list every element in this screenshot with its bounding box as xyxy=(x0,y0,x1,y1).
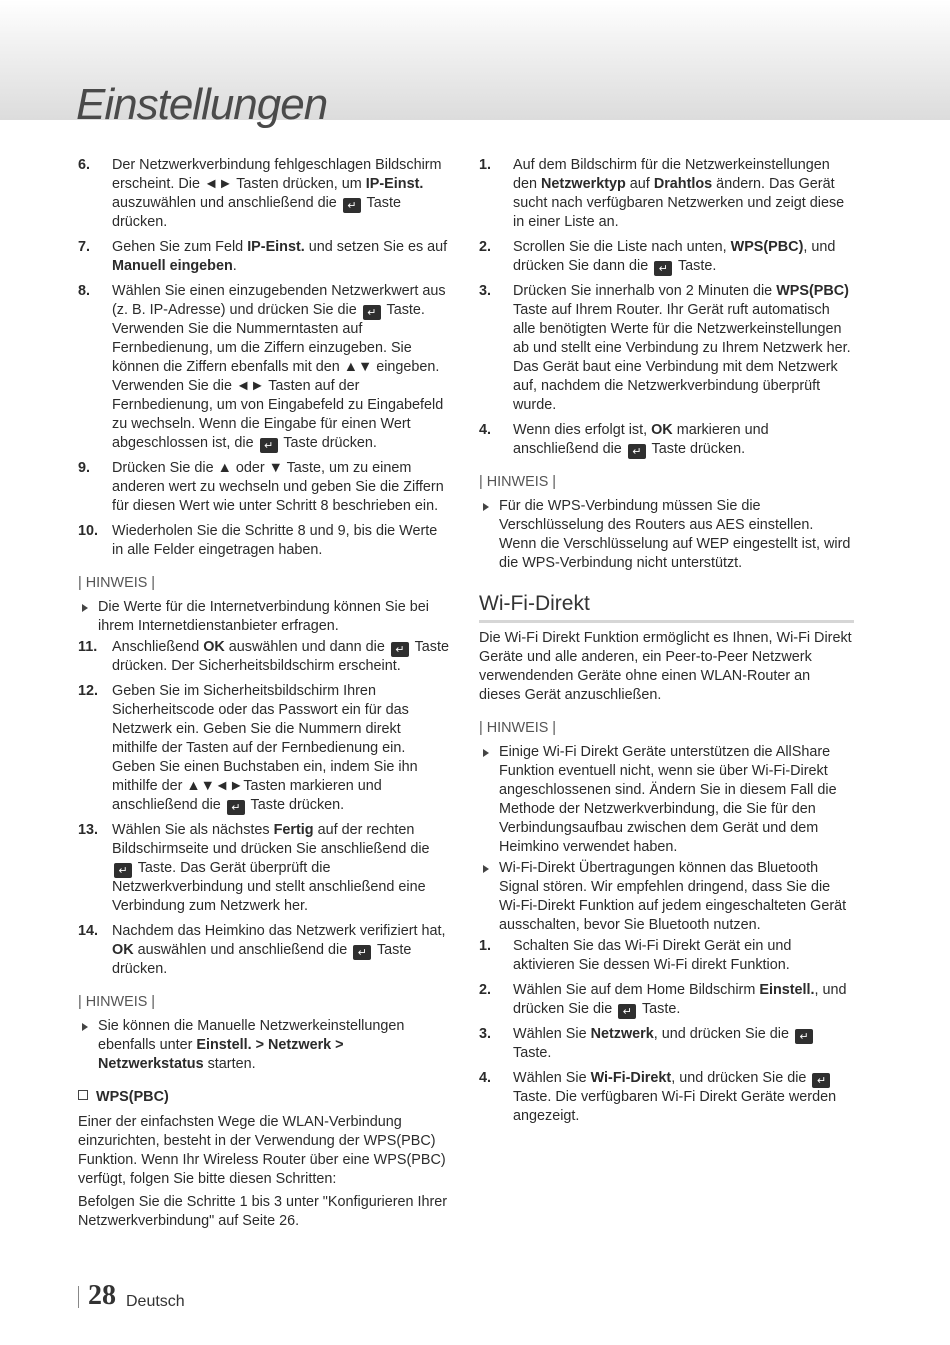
bold-text: Einstell. xyxy=(759,982,815,998)
text-run: , und drücken Sie die xyxy=(671,1070,811,1086)
step-list xyxy=(479,937,854,1126)
note-bullet xyxy=(479,497,854,573)
text-run: Die Werte für die Internetverbindung können Sie bei ihrem Internetdienstanbieter erfragen. xyxy=(98,599,429,634)
step-item xyxy=(78,638,450,676)
step-item xyxy=(78,522,450,560)
step-text xyxy=(112,156,450,232)
triangle-bullet-icon xyxy=(82,1023,88,1031)
bold-text: IP-Einst. xyxy=(365,176,424,192)
text-run: , und drücken Sie die xyxy=(653,1026,793,1042)
text-run: , und drücken Sie dann die xyxy=(513,239,836,274)
enter-key-icon: ↵ xyxy=(654,261,672,276)
bullet-text xyxy=(499,497,854,573)
step-number: 6. xyxy=(78,157,91,173)
note-label: | HINWEIS | xyxy=(479,474,557,490)
text-run: Auf dem Bildschirm für die Netzwerkeinstellungen den xyxy=(513,157,830,192)
footer-language: Deutsch xyxy=(126,1293,185,1310)
step-list xyxy=(78,156,450,560)
checkbox-square-icon xyxy=(78,1090,88,1100)
step-item xyxy=(479,421,854,459)
note-label: | HINWEIS | xyxy=(78,994,156,1010)
note-bullet xyxy=(78,1017,450,1074)
step-list xyxy=(479,156,854,459)
note-block xyxy=(78,574,450,636)
step-number: 2. xyxy=(479,982,492,998)
bullet-text xyxy=(499,859,854,935)
step-text xyxy=(112,922,450,979)
text-run: auswählen und dann die xyxy=(224,639,389,655)
text-run: Taste. xyxy=(674,258,717,274)
text-run: starten. xyxy=(203,1056,256,1072)
text-run: Nachdem das Heimkino das Netzwerk verifiziert hat, xyxy=(112,923,446,939)
step-item xyxy=(78,922,450,979)
triangle-bullet-icon xyxy=(82,604,88,612)
step-number: 10. xyxy=(78,523,99,539)
page-title: Einstellungen xyxy=(76,80,328,129)
note-block xyxy=(78,993,450,1074)
step-text xyxy=(513,421,854,459)
text-run: markieren und anschließend die xyxy=(513,422,769,457)
left-column xyxy=(78,156,450,1235)
text-run: Taste. Das Gerät überprüft die Netzwerkverbindung und stellt anschließend eine Verbindung zum Netzwerk her. xyxy=(112,860,426,914)
text-run: Wählen Sie als nächstes xyxy=(112,822,274,838)
step-item xyxy=(479,282,854,415)
text-run: Geben Sie im Sicherheitsbildschirm Ihren Sicherheitscode oder das Passwort ein für das Netzwerk ein. Geben Sie die Nummern direkt mithilfe der Tasten auf der Fernbedienung ein. Geben Sie einen Buchstaben ein, indem Sie ihn mithilfe der ▲▼◄►Tasten markieren und anschließend die xyxy=(112,683,418,813)
step-item xyxy=(479,937,854,975)
step-item xyxy=(78,156,450,232)
text-run: Einige Wi-Fi Direkt Geräte unterstützen die AllShare Funktion eventuell nicht, wenn sie über Wi-Fi-Direkt angeschlossenen sind. Ändern Sie in diesem Fall die Methode der Netzwerkverbindung, die Sie für den Verbindungsaufbau zwischen dem Gerät und dem Heimkino verwendet haben. xyxy=(499,744,837,855)
step-text xyxy=(112,459,450,516)
text-run: Gehen Sie zum Feld xyxy=(112,239,248,255)
enter-key-icon: ↵ xyxy=(812,1073,830,1088)
bold-text: Drahtlos xyxy=(653,176,713,192)
step-text xyxy=(513,937,854,975)
note-block xyxy=(479,473,854,573)
text-run: , und drücken Sie die xyxy=(513,982,847,1017)
enter-key-icon: ↵ xyxy=(260,438,278,453)
triangle-bullet-icon xyxy=(483,749,489,757)
step-list xyxy=(78,638,450,979)
bold-text: WPS(PBC) xyxy=(776,283,849,299)
text-run: Taste drücken. xyxy=(112,942,412,977)
step-text xyxy=(112,282,450,453)
text-run: Schalten Sie das Wi-Fi Direkt Gerät ein und aktivieren Sie dessen Wi-Fi direkt Funktion. xyxy=(513,938,792,973)
step-number: 1. xyxy=(479,157,492,173)
step-text xyxy=(513,156,854,232)
enter-key-icon: ↵ xyxy=(353,945,371,960)
step-text xyxy=(513,1025,854,1063)
note-block xyxy=(479,719,854,935)
step-number: 4. xyxy=(479,1070,492,1086)
step-number: 7. xyxy=(78,239,91,255)
step-item xyxy=(479,1025,854,1063)
text-run: Taste. Verwenden Sie die Nummerntasten auf Fernbedienung, um die Ziffern einzugeben. Sie können die Ziffern ebenfalls mit den ▲▼ eingeben. Verwenden Sie die ◄► Tasten auf der Fernbedienung, um von Eingabefeld zu Eingabefeld zu wechseln. Wenn die Eingabe für einen Wert abgeschlossen ist, die xyxy=(112,302,444,451)
step-number: 1. xyxy=(479,938,492,954)
text-run: auszuwählen und anschließend die xyxy=(112,195,341,211)
enter-key-icon: ↵ xyxy=(114,863,132,878)
text-run: Taste drücken. xyxy=(112,195,401,230)
step-text xyxy=(112,821,450,916)
triangle-bullet-icon xyxy=(483,865,489,873)
text-run: Sie können die Manuelle Netzwerkeinstellungen ebenfalls unter xyxy=(98,1018,405,1053)
enter-key-icon: ↵ xyxy=(227,800,245,815)
bullet-text xyxy=(98,598,450,636)
note-bullet xyxy=(78,598,450,636)
text-run: Taste drücken. xyxy=(246,797,345,813)
text-run: Wählen Sie xyxy=(513,1026,591,1042)
text-run: Wählen Sie auf dem Home Bildschirm xyxy=(513,982,760,998)
step-number: 2. xyxy=(479,239,492,255)
text-run: Taste. Die verfügbaren Wi-Fi Direkt Geräte werden angezeigt. xyxy=(513,1089,837,1124)
note-bullet xyxy=(479,743,854,857)
right-column xyxy=(479,156,854,1132)
step-number: 12. xyxy=(78,683,99,699)
bullet-text xyxy=(499,743,854,857)
step-number: 11. xyxy=(78,639,98,655)
text-run: Taste. xyxy=(638,1001,681,1017)
step-item xyxy=(479,1069,854,1126)
section-title: Wi-Fi-Direkt xyxy=(479,591,854,623)
text-run: Taste. xyxy=(513,1045,552,1061)
text-run: Für die WPS-Verbindung müssen Sie die Verschlüsselung des Routers aus AES einstellen. Wenn die Verschlüsselung auf WEP eingestellt ist, wird die WPS-Verbindung nicht unterstützt. xyxy=(499,498,851,571)
note-bullet xyxy=(479,859,854,935)
bold-text: Fertig xyxy=(273,822,314,838)
step-item xyxy=(479,981,854,1019)
bold-text: OK xyxy=(112,942,134,958)
note-label: | HINWEIS | xyxy=(78,575,156,591)
text-run: Taste drücken. xyxy=(647,441,746,457)
step-text xyxy=(513,282,854,415)
bold-text: OK xyxy=(651,422,673,438)
note-bullets xyxy=(479,497,854,573)
step-text xyxy=(513,981,854,1019)
text-run: Drücken Sie die ▲ oder ▼ Taste, um zu einem anderen wert zu wechseln und geben Sie die Ziffern für diesen Wert wie unter Schritt 8 beschrieben ein. xyxy=(112,460,444,514)
step-text xyxy=(513,238,854,276)
text-run: Scrollen Sie die Liste nach unten, xyxy=(513,239,731,255)
note-bullets xyxy=(78,1017,450,1074)
step-number: 13. xyxy=(78,822,99,838)
step-item xyxy=(78,821,450,916)
paragraph: Die Wi-Fi Direkt Funktion ermöglicht es Ihnen, Wi-Fi Direkt Geräte und alle anderen, ein Peer-to-Peer Netzwerk verwendenden Geräte ohne einen WLAN-Router an dieses Gerät anzuschließen. xyxy=(479,630,852,703)
note-bullets xyxy=(479,743,854,935)
text-run: Taste drücken. Der Sicherheitsbildschirm erscheint. xyxy=(112,639,449,674)
text-run: auf der rechten Bildschirmseite und drücken Sie anschließend die xyxy=(112,822,430,857)
footer-divider xyxy=(78,1286,79,1308)
triangle-bullet-icon xyxy=(483,503,489,511)
step-item xyxy=(479,238,854,276)
step-item xyxy=(78,682,450,815)
enter-key-icon: ↵ xyxy=(618,1004,636,1019)
enter-key-icon: ↵ xyxy=(363,305,381,320)
text-run: Der Netzwerkverbindung fehlgeschlagen Bildschirm erscheint. Die ◄► Tasten drücken, um xyxy=(112,157,442,192)
step-number: 3. xyxy=(479,1026,492,1042)
paragraph: Befolgen Sie die Schritte 1 bis 3 unter "Konfigurieren Ihrer Netzwerkverbindung" auf Seite 26. xyxy=(78,1194,448,1229)
text-run: . xyxy=(232,258,237,274)
enter-key-icon: ↵ xyxy=(628,444,646,459)
step-item xyxy=(78,459,450,516)
text-run: auf xyxy=(625,176,654,192)
bold-text: IP-Einst. xyxy=(247,239,305,255)
step-number: 3. xyxy=(479,283,492,299)
step-item xyxy=(78,282,450,453)
enter-key-icon: ↵ xyxy=(343,198,361,213)
step-number: 9. xyxy=(78,460,91,476)
step-text xyxy=(112,238,450,276)
bold-text: WPS(PBC) xyxy=(730,239,804,255)
step-text xyxy=(513,1069,854,1126)
page-number: 28 xyxy=(88,1280,116,1311)
bold-text: OK xyxy=(203,639,225,655)
step-text xyxy=(112,638,450,676)
note-label: | HINWEIS | xyxy=(479,720,557,736)
enter-key-icon: ↵ xyxy=(795,1029,813,1044)
wps-heading xyxy=(78,1088,450,1107)
text-run: ändern. Das Gerät sucht nach verfügbaren Netzwerken und zeigt diese in einer Liste an. xyxy=(513,176,845,230)
paragraph: Einer der einfachsten Wege die WLAN-Verbindung einzurichten, besteht in der Verwendung der WPS(PBC) Funktion. Wenn Ihr Wireless Router über eine WPS(PBC) verfügt, folgen Sie bitte diesen Schritten: xyxy=(78,1114,446,1187)
text-run: Taste drücken. xyxy=(279,435,377,451)
text-run: und setzen Sie es auf xyxy=(304,239,448,255)
text-run: Wi-Fi-Direkt Übertragungen können das Bluetooth Signal stören. Wir empfehlen dringend, dass Sie die Wi-Fi-Direkt Funktion auf jedem eingeschalteten Gerät ausschalten, bevor Sie Bluetooth nutzen. xyxy=(499,860,847,933)
step-number: 4. xyxy=(479,422,492,438)
text-run: Anschließend xyxy=(112,639,204,655)
step-number: 14. xyxy=(78,923,99,939)
bold-text: Netzwerktyp xyxy=(541,176,626,192)
text-run: Wiederholen Sie die Schritte 8 und 9, bis die Werte in alle Felder eingetragen haben. xyxy=(112,523,438,558)
text-run: Drücken Sie innerhalb von 2 Minuten die xyxy=(513,283,777,299)
text-run: Wählen Sie einen einzugebenden Netzwerkwert aus (z. B. IP-Adresse) und drücken Sie die xyxy=(112,283,446,318)
wps-heading-text: WPS(PBC) xyxy=(96,1089,169,1105)
step-text xyxy=(112,682,450,815)
step-text xyxy=(112,522,450,560)
text-run: Wenn dies erfolgt ist, xyxy=(513,422,652,438)
step-item xyxy=(78,238,450,276)
bold-text: Manuell eingeben xyxy=(112,258,233,274)
text-run: Taste auf Ihrem Router. Ihr Gerät ruft automatisch alle benötigten Werte für die Netzwerkeinstellungen ab und stellt eine Verbindung zu Ihrem Netzwerk her. Das Gerät baut eine Verbindung mit dem Netzwerk auf, nachdem die Netzwerkverbindung überprüft wurde. xyxy=(513,302,851,413)
bold-text: Einstell. > Netzwerk > Netzwerkstatus xyxy=(98,1037,344,1072)
step-item xyxy=(479,156,854,232)
text-run: Wählen Sie xyxy=(513,1070,591,1086)
bold-text: Netzwerk xyxy=(590,1026,654,1042)
text-run: auswählen und anschließend die xyxy=(133,942,352,958)
bullet-text xyxy=(98,1017,450,1074)
step-number: 8. xyxy=(78,283,91,299)
bold-text: Wi-Fi-Direkt xyxy=(590,1070,672,1086)
note-bullets xyxy=(78,598,450,636)
enter-key-icon: ↵ xyxy=(391,642,409,657)
